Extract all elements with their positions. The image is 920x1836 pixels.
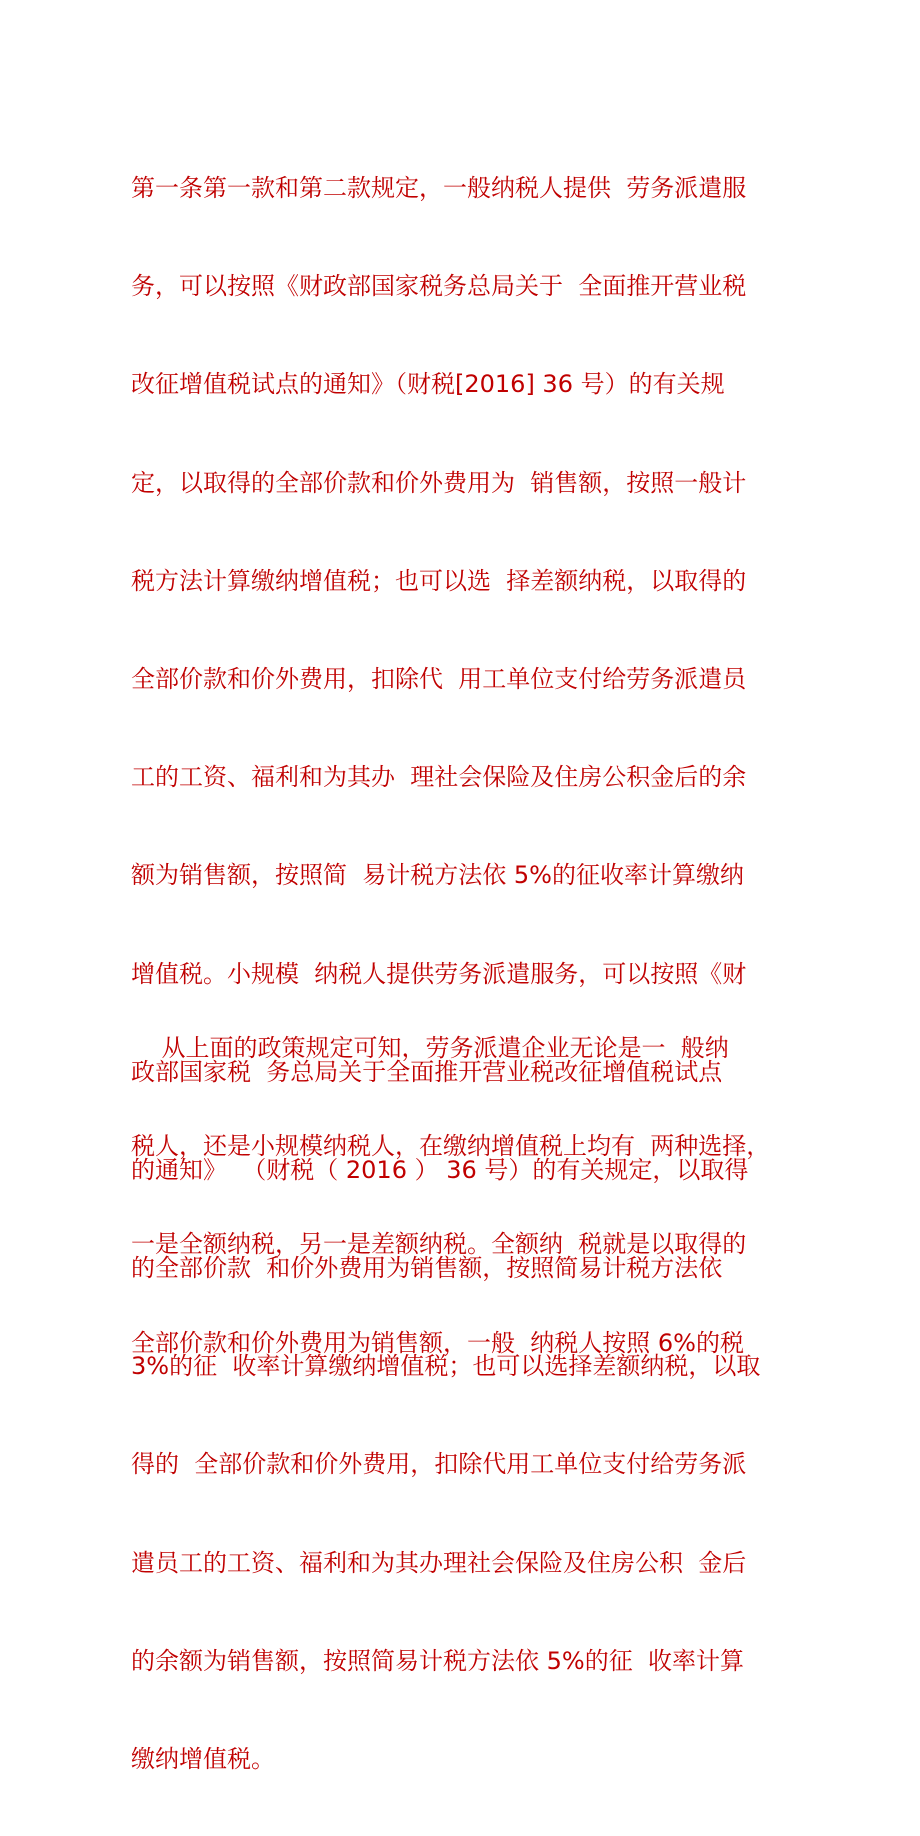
text-line: 遣员工的工资、福利和为其办理社会保险及住房公积 金后	[131, 1548, 747, 1577]
text-line: 缴纳增值税。	[131, 1745, 275, 1773]
text-line: 的余额为销售额，按照简易计税方法依 5%的征 收率计算	[131, 1646, 744, 1675]
text-line: 的通知》 （财税（ 2016 ） 36 号）的有关规定，以取得	[131, 1155, 749, 1184]
text-line: 3%的征 收率计算缴纳增值税；也可以选择差额纳税，以取	[131, 1352, 761, 1381]
text-line: 全部价款和价外费用，扣除代 用工单位支付给劳务派遣员	[131, 664, 747, 693]
text-line: 改征增值税试点的通知》（财税[2016] 36 号）的有关规	[131, 370, 725, 399]
text-line: 额为销售额，按照简 易计税方法依 5%的征收率计算缴纳	[131, 861, 744, 890]
text-line: 工的工资、福利和为其办 理社会保险及住房公积金后的余	[131, 763, 747, 792]
text-line: 一是全额纳税，另一是差额纳税。全额纳 税就是以取得的	[131, 1230, 747, 1259]
text-line: 的全部价款 和价外费用为销售额，按照简易计税方法依	[131, 1254, 723, 1283]
text-line: 得的 全部价款和价外费用，扣除代用工单位支付给劳务派	[131, 1450, 747, 1479]
text-line: 第一条第一款和第二款规定，一般纳税人提供 劳务派遣服	[131, 174, 747, 202]
text-line: 政部国家税 务总局关于全面推开营业税改征增值税试点	[131, 1057, 723, 1086]
text-line: 全部价款和价外费用为销售额，一般 纳税人按照 6%的税	[131, 1328, 744, 1357]
text-line: 增值税。小规模 纳税人提供劳务派遣服务，可以按照《财	[131, 959, 747, 988]
text-line: 从上面的政策规定可知，劳务派遣企业无论是一 般纳	[131, 1034, 729, 1062]
text-line: 定，以取得的全部价款和价外费用为 销售额，按照一般计	[131, 468, 747, 497]
paragraph-2	[131, 971, 811, 1420]
text-line: 务，可以按照《财政部国家税务总局关于 全面推开营业税	[131, 272, 747, 301]
text-line: 税方法计算缴纳增值税；也可以选 择差额纳税，以取得的	[131, 566, 747, 595]
text-line: 税人，还是小规模纳税人，在缴纳增值税上均有 两种选择，	[131, 1132, 771, 1161]
